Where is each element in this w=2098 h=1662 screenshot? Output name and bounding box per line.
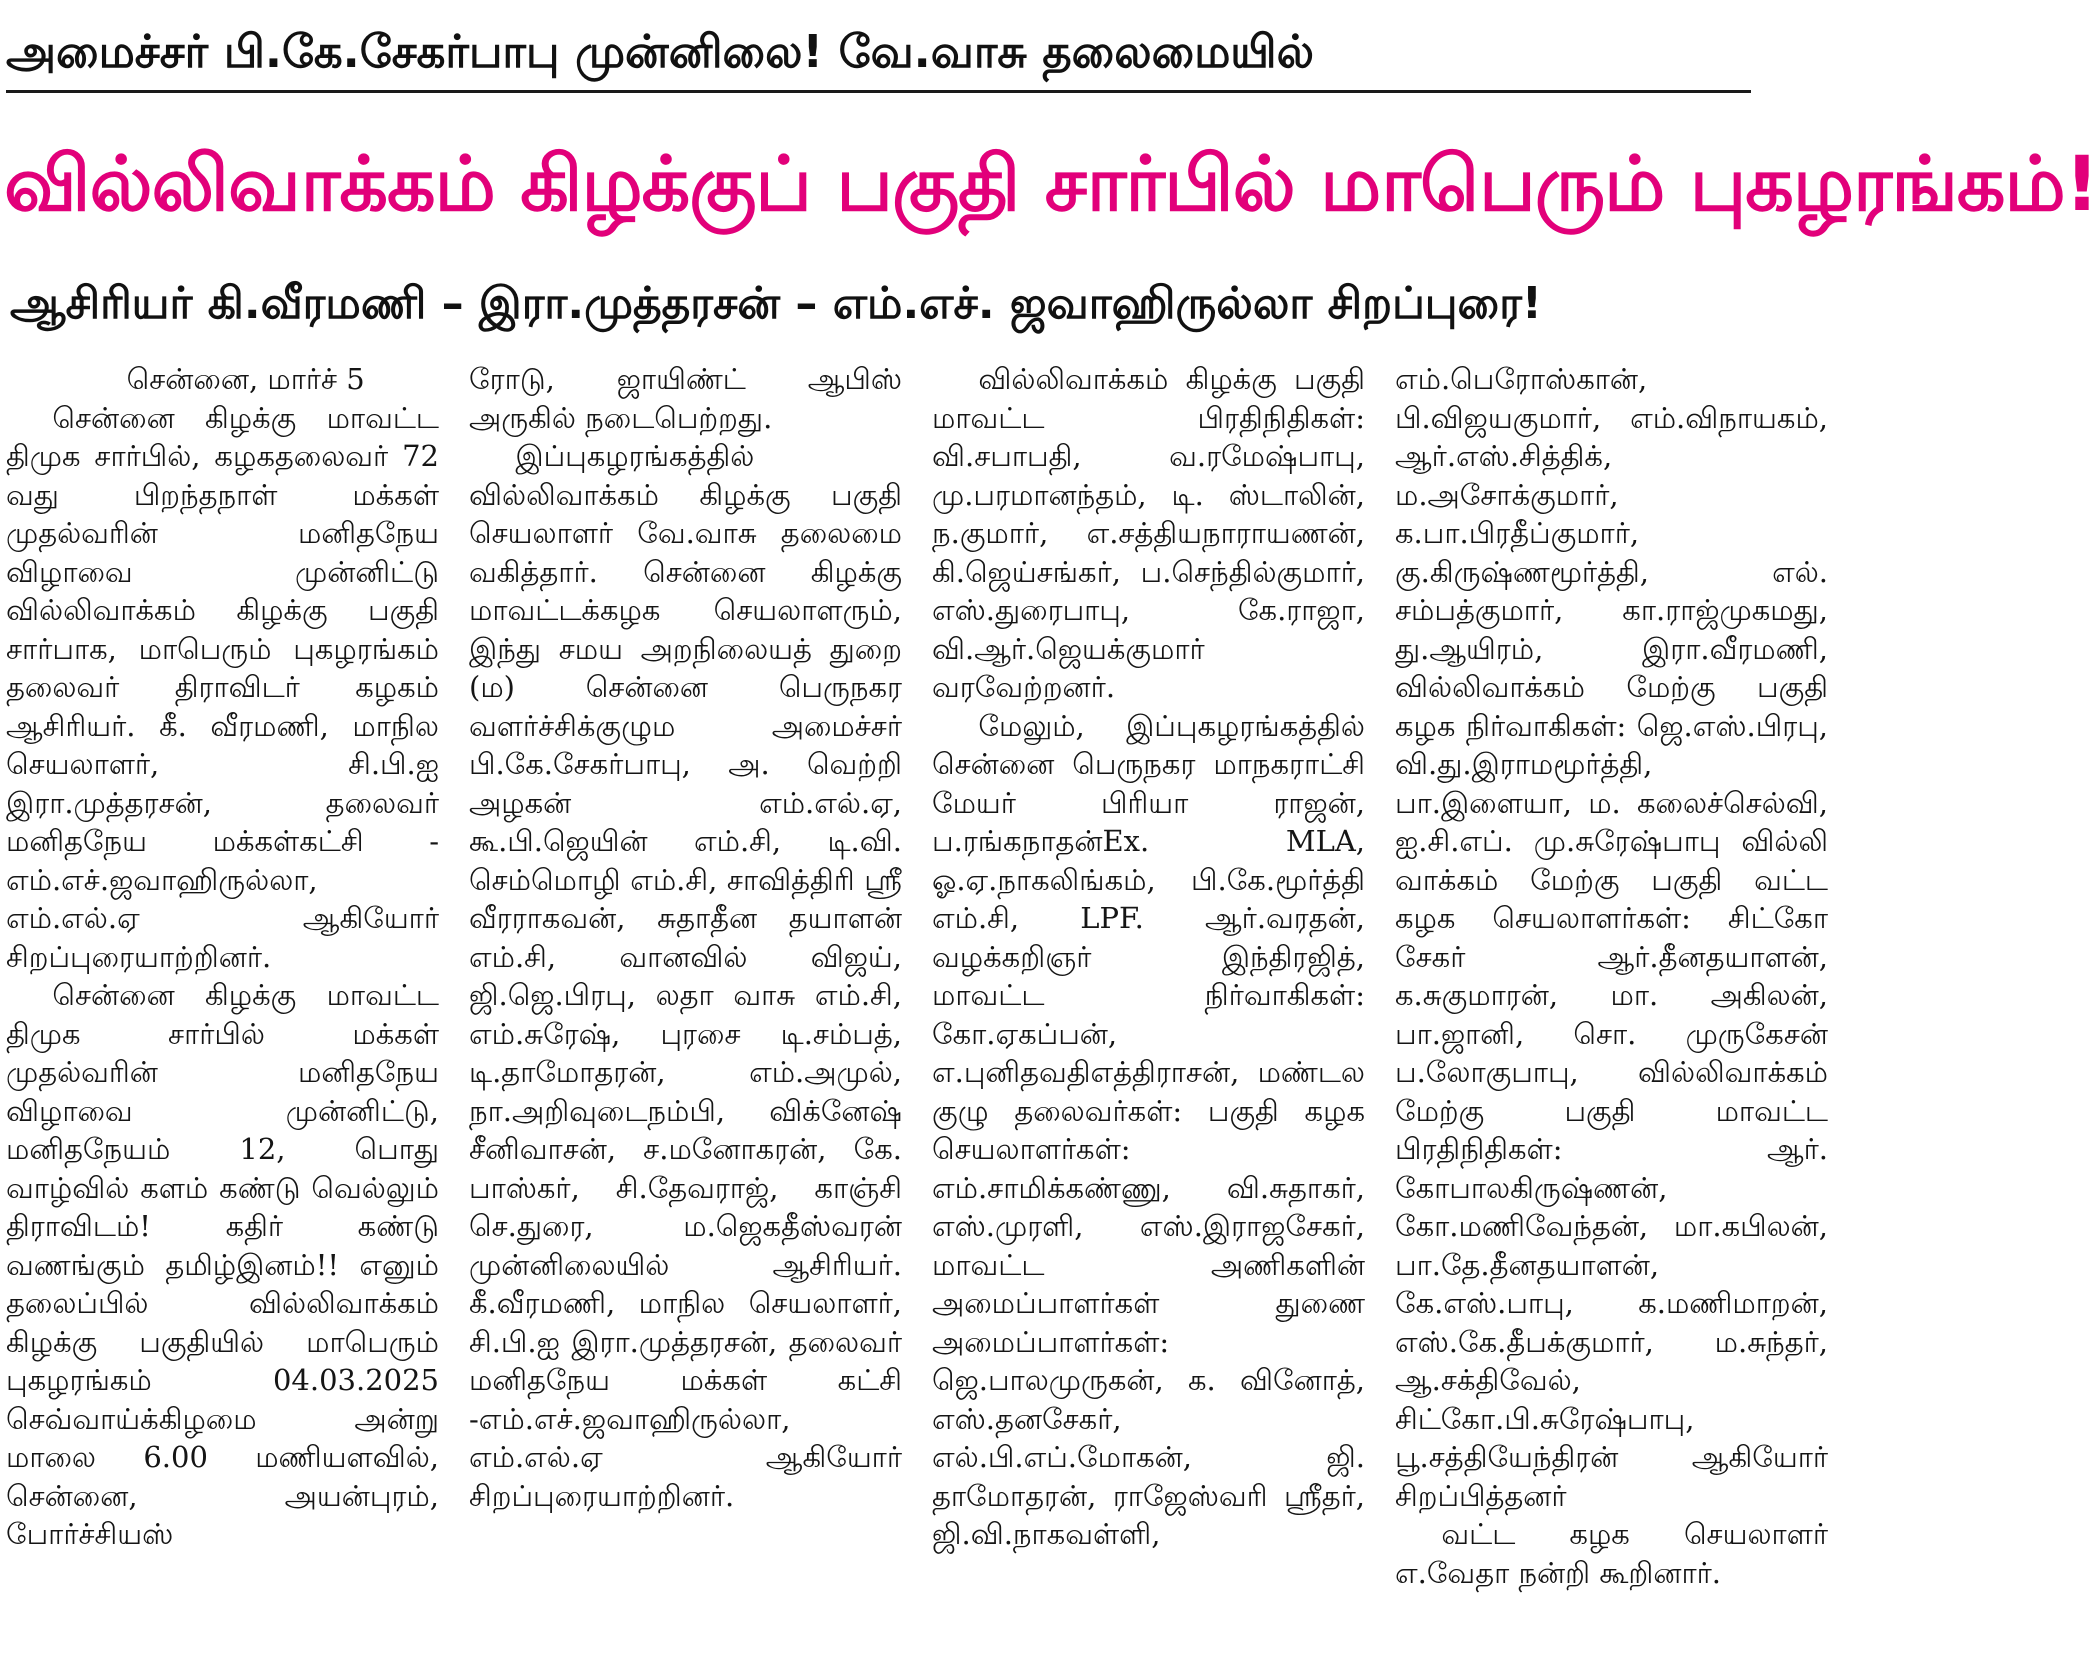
sub-headline: ஆசிரியர் கி.வீரமணி – இரா.முத்தரசன் – எம்.எச். ஜவாஹிருல்லா சிறப்புரை!	[10, 278, 1542, 329]
article-column-2	[469, 360, 902, 1656]
article-paragraph: வட்ட கழக செயலாளர் எ.வேதா நன்றி கூறினார்.	[1395, 1517, 1828, 1590]
main-headline: வில்லிவாக்கம் கிழக்குப் பகுதி சார்பில் மாபெரும் புகழரங்கம்!	[4, 139, 2098, 228]
article-paragraph: சென்னை கிழக்கு மாவட்ட திமுக சார்பில் மக்கள் முதல்வரின் மனிதநேய விழாவை முன்னிட்டு, மனிதநேயம் 12, பொது வாழ்வில் களம் கண்டு வெல்லும் திராவிடம்! கதிர் கண்டு வணங்கும் தமிழ்இனம்!! எனும் தலைப்பில் வில்லிவாக்கம் கிழக்கு பகுதியில் மாபெரும் புகழரங்கம் 04.03.2025 செவ்வாய்க்கிழமை அன்று மாலை 6.00 மணியளவில், சென்னை, அயன்புரம், போர்ச்சியஸ்	[6, 978, 439, 1551]
kicker-headline: அமைச்சர் பி.கே.சேகர்பாபு முன்னிலை! வே.வாசு தலைமையில்	[6, 14, 1751, 93]
article-paragraph: எம்.பெரோஸ்கான், பி.விஜயகுமார், எம்.விநாயகம், ஆர்.எஸ்.சித்திக், ம.அசோக்குமார், க.பா.பிரதீப்குமார், கு.கிருஷ்ணமூர்த்தி, எல். சம்பத்குமார், கா.ராஜ்முகமது, து.ஆயிரம், இரா.வீரமணி, வில்லிவாக்கம் மேற்கு பகுதி கழக நிர்வாகிகள்: ஜெ.எஸ்.பிரபு, வி.து.இராமமூர்த்தி, பா.இளையா, ம. கலைச்செல்வி, ஐ.சி.எப். மு.சுரேஷ்பாபு வில்லி வாக்கம் மேற்கு பகுதி வட்ட கழக செயலாளர்கள்: சிட்கோ சேகர் ஆர்.தீனதயாளன், க.சுகுமாரன், மா. அகிலன், பா.ஜானி, சொ. முருகேசன் ப.லோகுபாபு, வில்லிவாக்கம் மேற்கு பகுதி மாவட்ட பிரதிநிதிகள்: ஆர். கோபாலகிருஷ்ணன், கோ.மணிவேந்தன், மா.கபிலன், பா.தே.தீனதயாளன், கே.எஸ்.பாபு, க.மணிமாறன், எஸ்.கே.தீபக்குமார், ம.சுந்தர், ஆ.சக்திவேல், சிட்கோ.பி.சுரேஷ்பாபு, பூ.சத்தியேந்திரன் ஆகியோர் சிறப்பித்தனர்	[1395, 362, 1828, 1513]
article-column-3	[932, 360, 1365, 1656]
article-paragraph: ரோடு, ஜாயிண்ட் ஆபிஸ் அருகில் நடைபெற்றது.	[469, 362, 902, 435]
article-column-4	[1395, 360, 1828, 1656]
article-paragraph: சென்னை கிழக்கு மாவட்ட திமுக சார்பில், கழகதலைவர் 72 வது பிறந்தநாள் மக்கள் முதல்வரின் மனிதநேய விழாவை முன்னிட்டு வில்லிவாக்கம் கிழக்கு பகுதி சார்பாக, மாபெரும் புகழரங்கம் தலைவர் திராவிடர் கழகம் ஆசிரியர். கீ. வீரமணி, மாநில செயலாளர், சி.பி.ஐ இரா.முத்தரசன், தலைவர் மனிதநேய மக்கள்கட்சி - எம்.எச்.ஜவாஹிருல்லா, எம்.எல்.ஏ ஆகியோர் சிறப்புரையாற்றினர்.	[6, 400, 439, 974]
dateline: சென்னை, மார்ச் 5	[126, 362, 365, 396]
article-paragraph: மேலும், இப்புகழரங்கத்தில் சென்னை பெருநகர மாநகராட்சி மேயர் பிரியா ராஜன், ப.ரங்கநாதன்Ex. MLA, ஓ.ஏ.நாகலிங்கம், பி.கே.மூர்த்தி எம்.சி, LPF. ஆர்.வரதன், வழக்கறிஞர் இந்திரஜித், மாவட்ட நிர்வாகிகள்: கோ.ஏகப்பன், எ.புனிதவதிஎத்திராசன், மண்டல குழு தலைவர்கள்: பகுதி கழக செயலாளர்கள்: எம்.சாமிக்கண்ணு, வி.சுதாகர், எஸ்.முரளி, எஸ்.இராஜசேகர், மாவட்ட அணிகளின் அமைப்பாளர்கள் துணை அமைப்பாளர்கள்: ஜெ.பாலமுருகன், க. வினோத், எஸ்.தனசேகர், எல்.பி.எப்.மோகன், ஜி. தாமோதரன், ராஜேஸ்வரி ஸ்ரீதர், ஜி.வி.நாகவள்ளி,	[932, 708, 1365, 1551]
article-body	[6, 360, 1828, 1656]
article-column-1	[6, 360, 439, 1656]
article-paragraph: வில்லிவாக்கம் கிழக்கு பகுதி மாவட்ட பிரதிநிதிகள்: வி.சபாபதி, வ.ரமேஷ்பாபு, மு.பரமானந்தம், டி. ஸ்டாலின், ந.குமார், எ.சத்தியநாராயணன், கி.ஜெய்சங்கர், ப.செந்தில்குமார், எஸ்.துரைபாபு, கே.ராஜா, வி.ஆர்.ஜெயக்குமார் வரவேற்றனர்.	[932, 362, 1365, 704]
article-paragraph: இப்புகழரங்கத்தில் வில்லிவாக்கம் கிழக்கு பகுதி செயலாளர் வே.வாசு தலைமை வகித்தார். சென்னை கிழக்கு மாவட்டக்கழக செயலாளரும், இந்து சமய அறநிலையத் துறை (ம) சென்னை பெருநகர வளர்ச்சிக்குழும அமைச்சர் பி.கே.சேகர்பாபு, அ. வெற்றி அழகன் எம்.எல்.ஏ, கூ.பி.ஜெயின் எம்.சி, டி.வி. செம்மொழி எம்.சி, சாவித்திரி ஸ்ரீ வீரராகவன், சுதாதீன தயாளன் எம்.சி, வானவில் விஜய், ஜி.ஜெ.பிரபு, லதா வாசு எம்.சி, எம்.சுரேஷ், புரசை டி.சம்பத், டி.தாமோதரன், எம்.அமுல், நா.அறிவுடைநம்பி, விக்னேஷ் சீனிவாசன், ச.மனோகரன், கே. பாஸ்கர், சி.தேவராஜ், காஞ்சி செ.துரை, ம.ஜெகதீஸ்வரன் முன்னிலையில் ஆசிரியர். கீ.வீரமணி, மாநில செயலாளர், சி.பி.ஐ இரா.முத்தரசன், தலைவர் மனிதநேய மக்கள் கட்சி -எம்.எச்.ஜவாஹிருல்லா, எம்.எல்.ஏ ஆகியோர் சிறப்புரையாற்றினர்.	[469, 439, 902, 1513]
